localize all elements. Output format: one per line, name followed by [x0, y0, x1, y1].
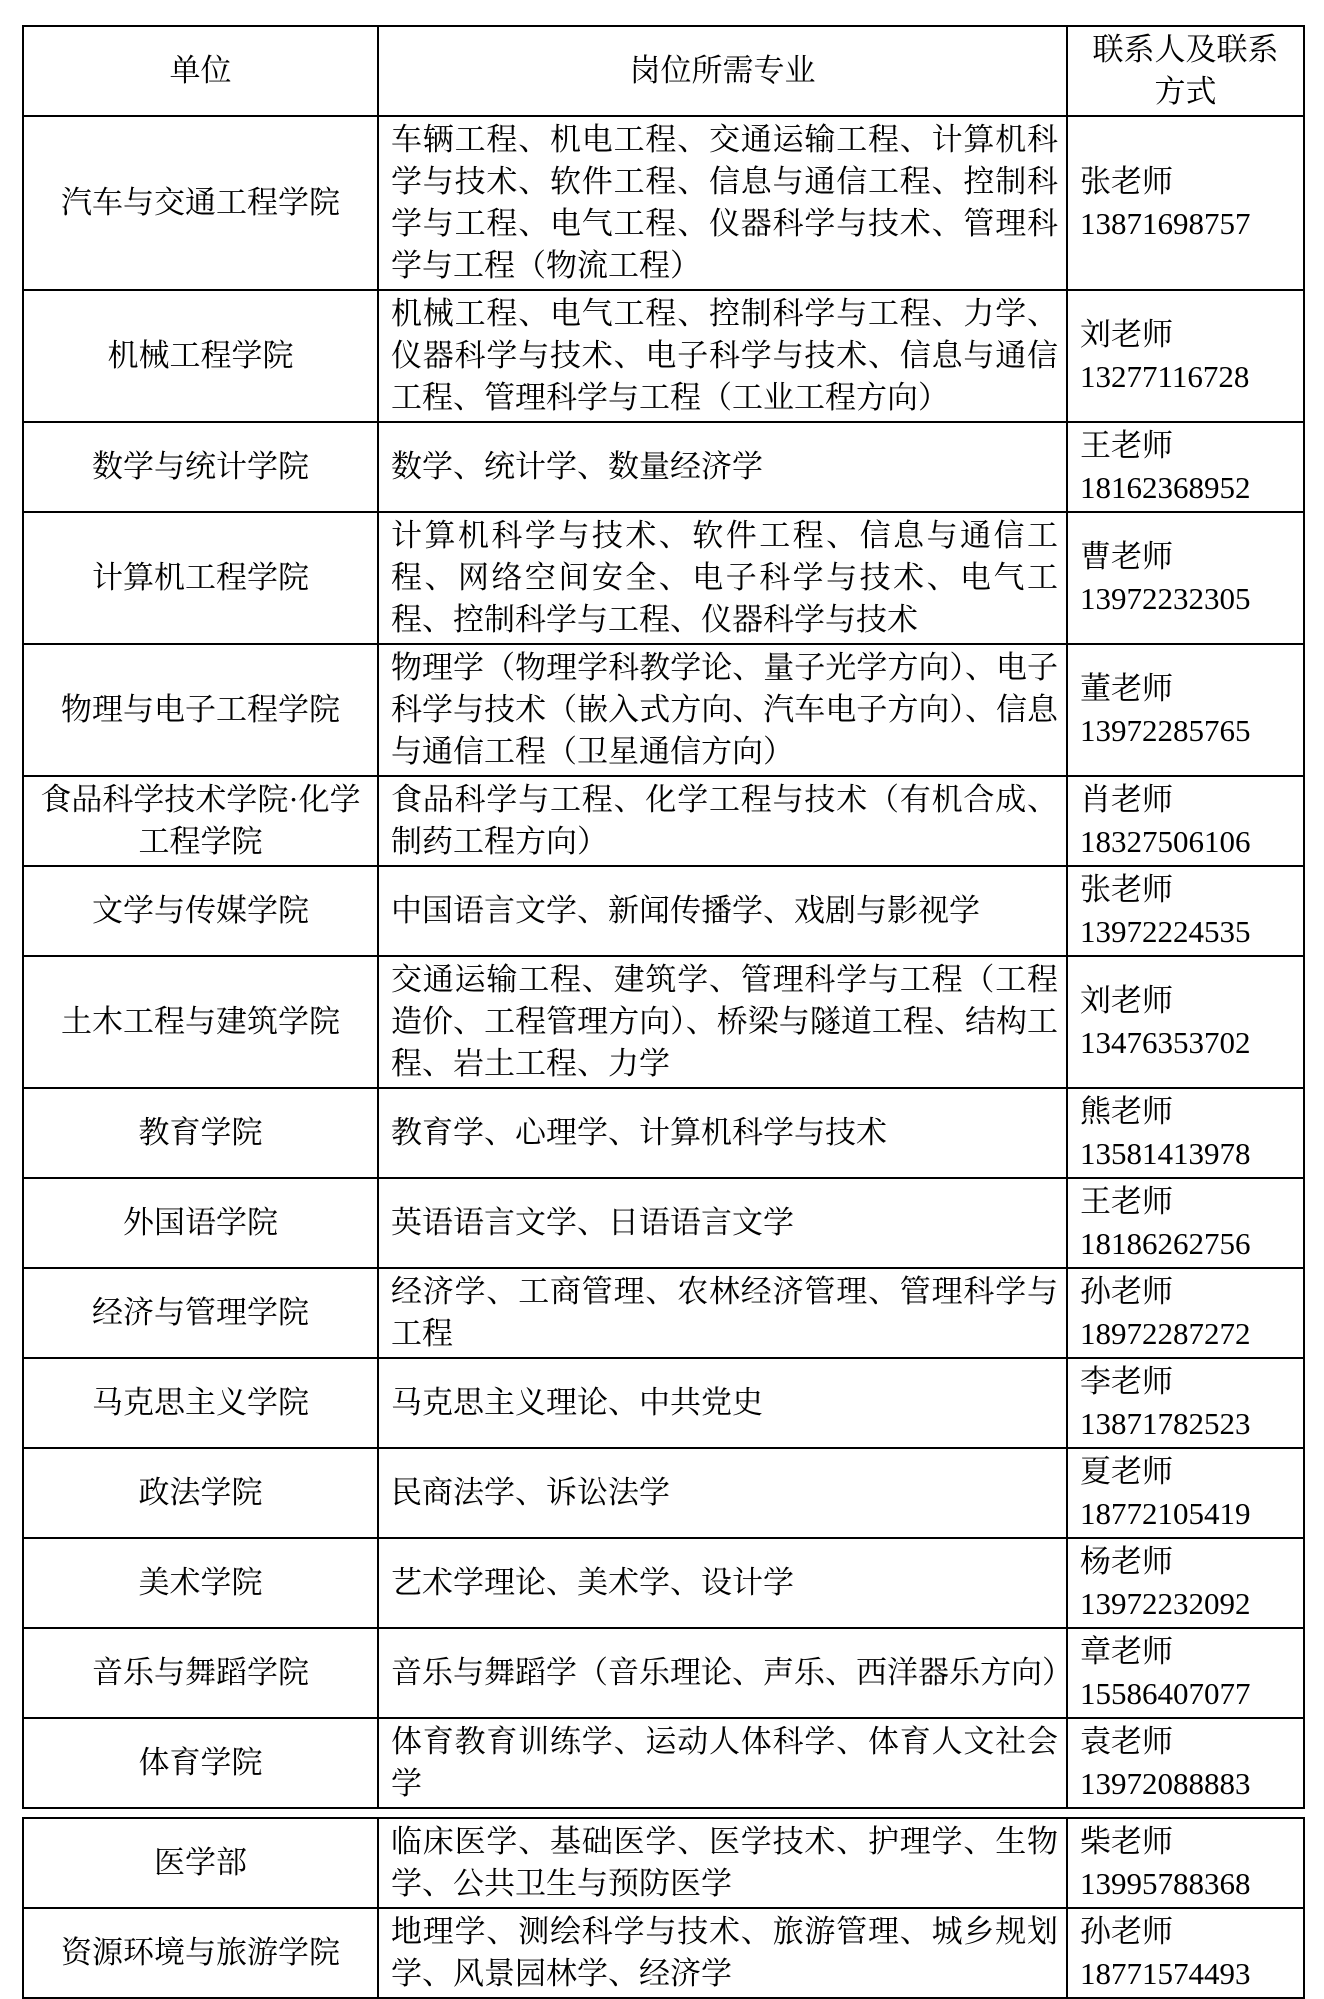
contact-name: 柴老师 — [1080, 1824, 1173, 1859]
contact-name: 熊老师 — [1080, 1094, 1173, 1129]
majors-cell: 艺术学理论、美术学、设计学 — [378, 1538, 1067, 1628]
contact-cell — [1067, 1268, 1304, 1358]
majors-cell: 数学、统计学、数量经济学 — [378, 422, 1067, 512]
contact-name: 张老师 — [1080, 872, 1173, 907]
contact-cell — [1067, 1088, 1304, 1178]
col-header-contact: 联系人及联系方式 — [1067, 26, 1304, 116]
table-row — [23, 422, 1304, 512]
col-header-majors: 岗位所需专业 — [378, 26, 1067, 116]
contact-cell — [1067, 1718, 1304, 1808]
unit-cell: 政法学院 — [23, 1448, 378, 1538]
contact-name: 刘老师 — [1080, 317, 1173, 352]
col-header-unit: 单位 — [23, 26, 378, 116]
table-row — [23, 644, 1304, 776]
majors-cell: 马克思主义理论、中共党史 — [378, 1358, 1067, 1448]
contact-phone: 18771574493 — [1080, 1956, 1251, 1991]
unit-cell: 文学与传媒学院 — [23, 866, 378, 956]
recruitment-table — [22, 25, 1305, 1809]
table-row — [23, 866, 1304, 956]
contact-cell — [1067, 956, 1304, 1088]
table-row — [23, 956, 1304, 1088]
table-row — [23, 1178, 1304, 1268]
table-row — [23, 1358, 1304, 1448]
contact-phone: 13871782523 — [1080, 1406, 1251, 1441]
unit-cell: 经济与管理学院 — [23, 1268, 378, 1358]
contact-name: 杨老师 — [1080, 1544, 1173, 1579]
table-row — [23, 1268, 1304, 1358]
contact-cell — [1067, 1358, 1304, 1448]
contact-cell — [1067, 1538, 1304, 1628]
unit-cell: 食品科学技术学院·化学工程学院 — [23, 776, 378, 866]
contact-name: 曹老师 — [1080, 539, 1173, 574]
majors-cell: 食品科学与工程、化学工程与技术（有机合成、制药工程方向） — [378, 776, 1067, 866]
contact-cell — [1067, 512, 1304, 644]
majors-cell: 英语语言文学、日语语言文学 — [378, 1178, 1067, 1268]
contact-cell — [1067, 290, 1304, 422]
unit-cell: 马克思主义学院 — [23, 1358, 378, 1448]
majors-cell: 体育教育训练学、运动人体科学、体育人文社会学 — [378, 1718, 1067, 1808]
unit-cell: 美术学院 — [23, 1538, 378, 1628]
unit-cell: 土木工程与建筑学院 — [23, 956, 378, 1088]
contact-phone: 15586407077 — [1080, 1676, 1251, 1711]
unit-cell: 音乐与舞蹈学院 — [23, 1628, 378, 1718]
contact-cell — [1067, 776, 1304, 866]
majors-cell: 交通运输工程、建筑学、管理科学与工程（工程造价、工程管理方向）、桥梁与隧道工程、结构工程、岩土工程、力学 — [378, 956, 1067, 1088]
unit-cell: 教育学院 — [23, 1088, 378, 1178]
contact-name: 孙老师 — [1080, 1914, 1173, 1949]
contact-cell — [1067, 1818, 1304, 1908]
contact-name: 袁老师 — [1080, 1724, 1173, 1759]
majors-cell: 物理学（物理学科教学论、量子光学方向）、电子科学与技术（嵌入式方向、汽车电子方向）、信息与通信工程（卫星通信方向） — [378, 644, 1067, 776]
contact-cell — [1067, 866, 1304, 956]
contact-phone: 13972232092 — [1080, 1586, 1251, 1621]
table-row — [23, 1908, 1304, 1998]
contact-phone: 13972232305 — [1080, 581, 1251, 616]
unit-cell: 外国语学院 — [23, 1178, 378, 1268]
contact-name: 张老师 — [1080, 164, 1173, 199]
unit-cell: 医学部 — [23, 1818, 378, 1908]
table-header — [23, 26, 1304, 116]
contact-name: 王老师 — [1080, 1184, 1173, 1219]
header-row — [23, 26, 1304, 116]
contact-phone: 18972287272 — [1080, 1316, 1251, 1351]
majors-cell: 地理学、测绘科学与技术、旅游管理、城乡规划学、风景园林学、经济学 — [378, 1908, 1067, 1998]
table-body-continued — [23, 1818, 1304, 1998]
contact-phone: 13972224535 — [1080, 914, 1251, 949]
majors-cell: 车辆工程、机电工程、交通运输工程、计算机科学与技术、软件工程、信息与通信工程、控制科学与工程、电气工程、仪器科学与技术、管理科学与工程（物流工程） — [378, 116, 1067, 290]
unit-cell: 资源环境与旅游学院 — [23, 1908, 378, 1998]
contact-phone: 13995788368 — [1080, 1866, 1251, 1901]
table-row — [23, 776, 1304, 866]
majors-cell: 计算机科学与技术、软件工程、信息与通信工程、网络空间安全、电子科学与技术、电气工程、控制科学与工程、仪器科学与技术 — [378, 512, 1067, 644]
recruitment-table-continued — [22, 1817, 1305, 1999]
table-body — [23, 116, 1304, 1808]
contact-name: 章老师 — [1080, 1634, 1173, 1669]
table-row — [23, 1628, 1304, 1718]
table-row — [23, 1088, 1304, 1178]
contact-name: 夏老师 — [1080, 1454, 1173, 1489]
contact-phone: 18327506106 — [1080, 824, 1251, 859]
contact-name: 李老师 — [1080, 1364, 1173, 1399]
contact-name: 董老师 — [1080, 671, 1173, 706]
contact-name: 王老师 — [1080, 428, 1173, 463]
contact-name: 刘老师 — [1080, 983, 1173, 1018]
contact-phone: 13277116728 — [1080, 359, 1250, 394]
majors-cell: 音乐与舞蹈学（音乐理论、声乐、西洋器乐方向） — [378, 1628, 1067, 1718]
contact-phone: 13871698757 — [1080, 206, 1251, 241]
contact-cell — [1067, 1628, 1304, 1718]
majors-cell: 民商法学、诉讼法学 — [378, 1448, 1067, 1538]
majors-cell: 机械工程、电气工程、控制科学与工程、力学、仪器科学与技术、电子科学与技术、信息与通信工程、管理科学与工程（工业工程方向） — [378, 290, 1067, 422]
contact-cell — [1067, 1448, 1304, 1538]
table-row — [23, 1818, 1304, 1908]
contact-cell — [1067, 1178, 1304, 1268]
unit-cell: 计算机工程学院 — [23, 512, 378, 644]
contact-phone: 13581413978 — [1080, 1136, 1251, 1171]
majors-cell: 临床医学、基础医学、医学技术、护理学、生物学、公共卫生与预防医学 — [378, 1818, 1067, 1908]
contact-cell — [1067, 1908, 1304, 1998]
table-row — [23, 1448, 1304, 1538]
majors-cell: 经济学、工商管理、农林经济管理、管理科学与工程 — [378, 1268, 1067, 1358]
unit-cell: 物理与电子工程学院 — [23, 644, 378, 776]
contact-phone: 18186262756 — [1080, 1226, 1251, 1261]
contact-cell — [1067, 644, 1304, 776]
unit-cell: 体育学院 — [23, 1718, 378, 1808]
table-row — [23, 290, 1304, 422]
contact-phone: 13972285765 — [1080, 713, 1251, 748]
contact-cell — [1067, 116, 1304, 290]
majors-cell: 中国语言文学、新闻传播学、戏剧与影视学 — [378, 866, 1067, 956]
table-row — [23, 512, 1304, 644]
table-row — [23, 116, 1304, 290]
contact-name: 肖老师 — [1080, 782, 1173, 817]
table-row — [23, 1538, 1304, 1628]
majors-cell: 教育学、心理学、计算机科学与技术 — [378, 1088, 1067, 1178]
unit-cell: 数学与统计学院 — [23, 422, 378, 512]
contact-cell — [1067, 422, 1304, 512]
contact-phone: 13476353702 — [1080, 1025, 1251, 1060]
contact-phone: 13972088883 — [1080, 1766, 1251, 1801]
table-row — [23, 1718, 1304, 1808]
contact-phone: 18772105419 — [1080, 1496, 1251, 1531]
contact-name: 孙老师 — [1080, 1274, 1173, 1309]
unit-cell: 汽车与交通工程学院 — [23, 116, 378, 290]
unit-cell: 机械工程学院 — [23, 290, 378, 422]
contact-phone: 18162368952 — [1080, 470, 1251, 505]
